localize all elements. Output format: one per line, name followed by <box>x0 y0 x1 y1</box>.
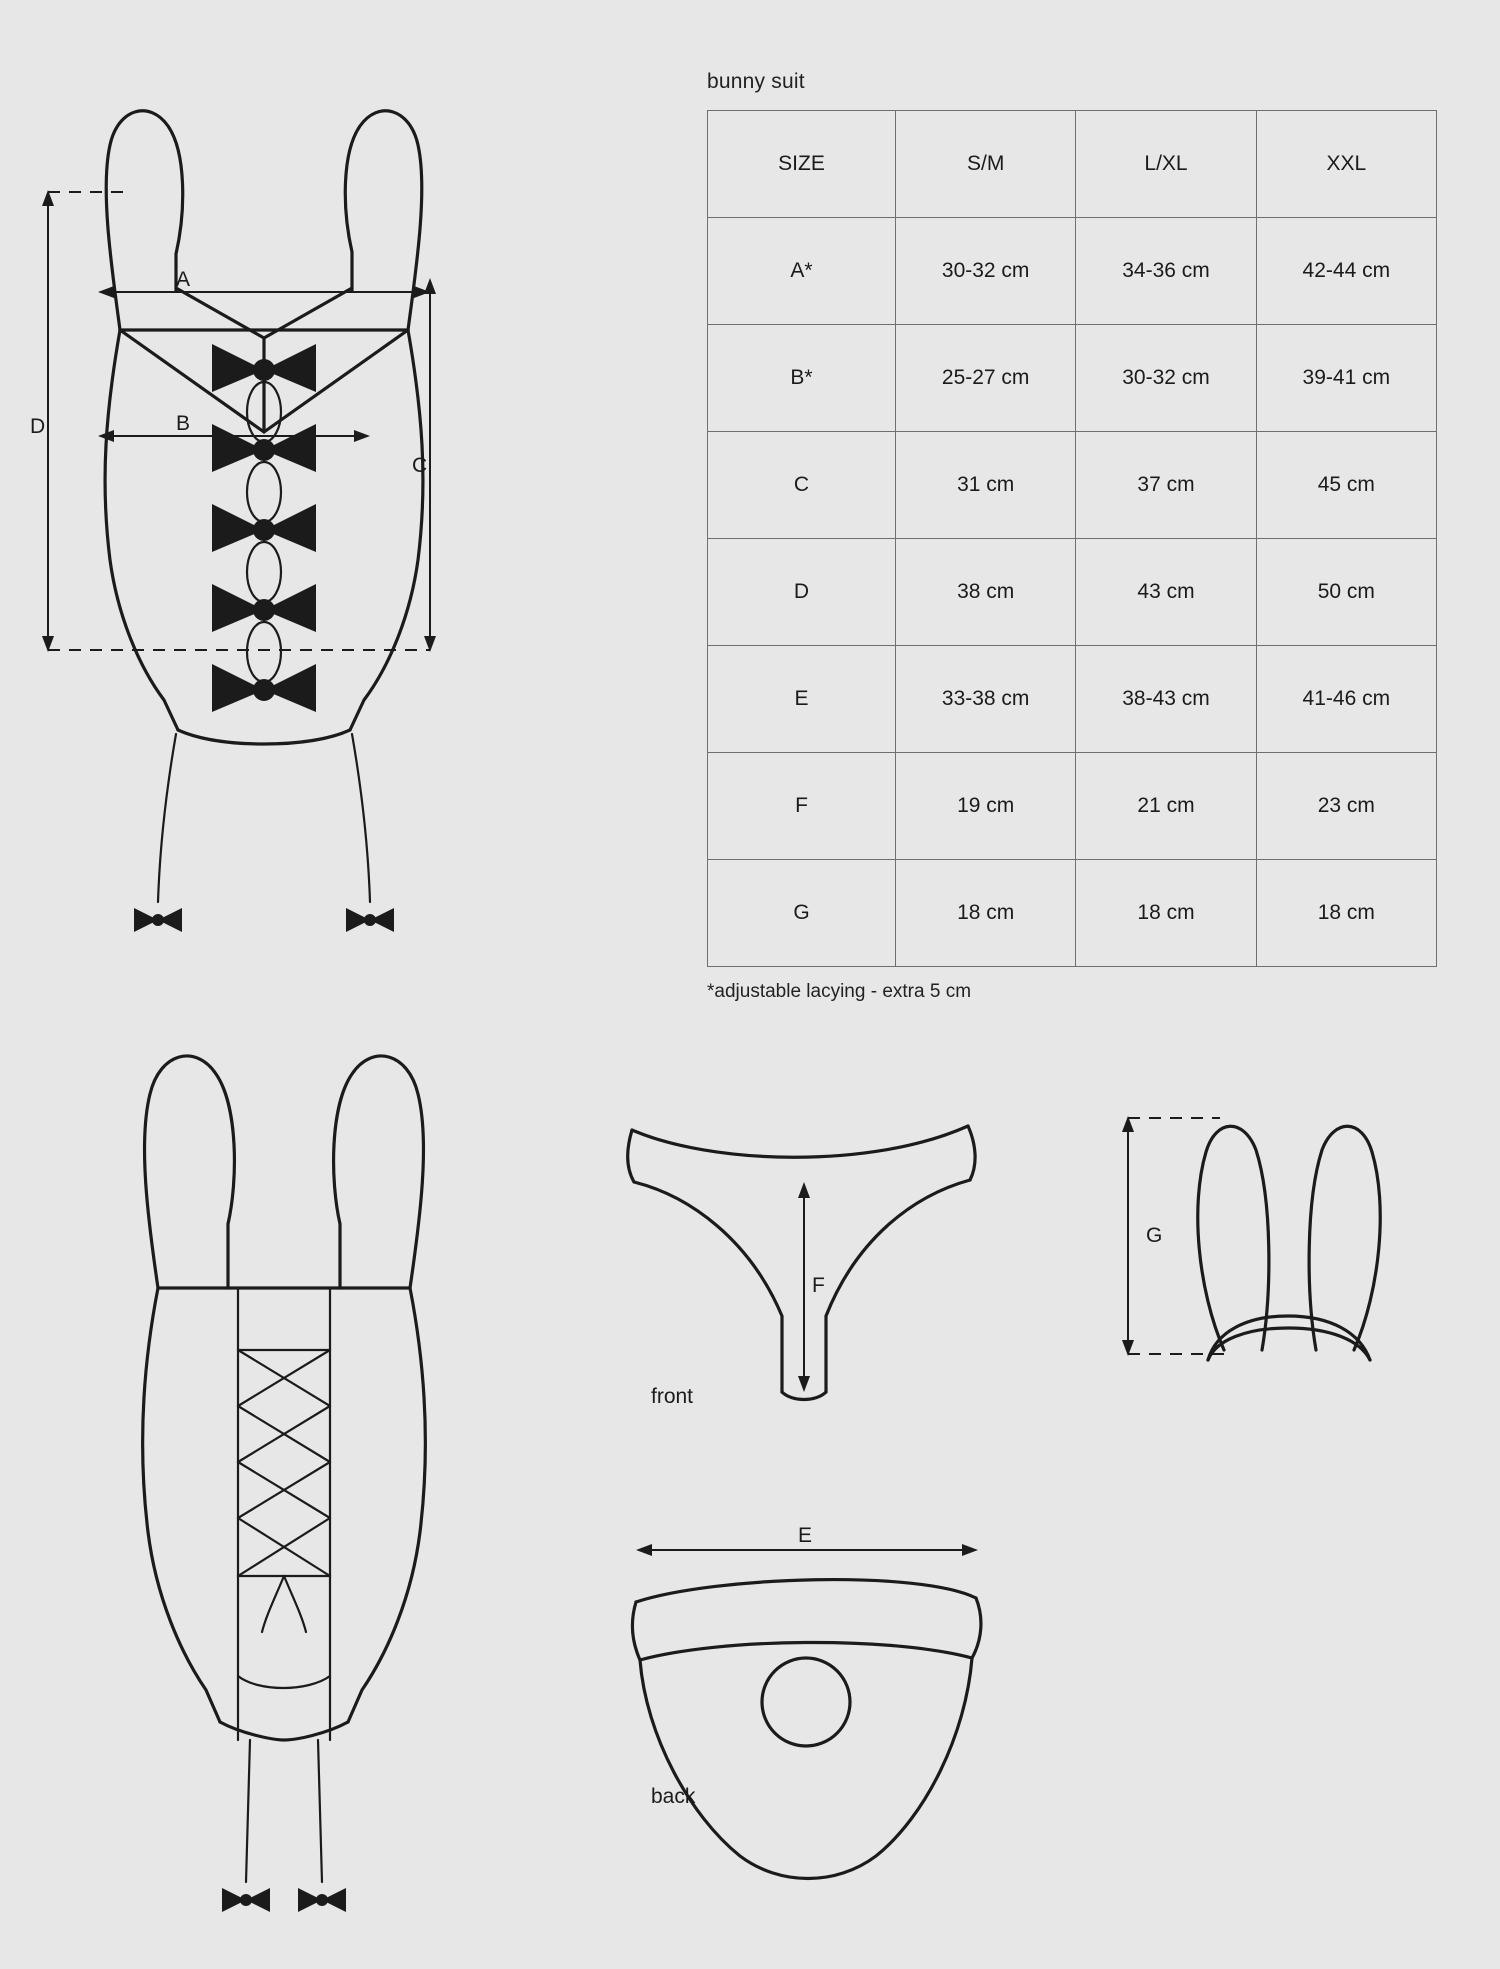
dimension-E <box>636 1524 978 1556</box>
bow-icon <box>212 584 316 632</box>
cell-lxl: 18 cm <box>1076 860 1256 967</box>
cell-xxl: 42-44 cm <box>1256 218 1436 325</box>
table-footnote: *adjustable lacying - extra 5 cm <box>707 981 972 1002</box>
cell-xxl: 39-41 cm <box>1256 325 1436 432</box>
table-row <box>708 860 1437 967</box>
column-header-sm: S/M <box>896 111 1076 218</box>
panty-front-label: front <box>651 1385 694 1408</box>
cell-xxl: 18 cm <box>1256 860 1436 967</box>
svg-text:D: D <box>30 415 46 438</box>
cell-lxl: 30-32 cm <box>1076 325 1256 432</box>
svg-text:B: B <box>176 412 191 435</box>
svg-text:A: A <box>176 268 191 291</box>
size-table-section <box>707 70 1447 1003</box>
svg-text:C: C <box>412 454 428 477</box>
cell-xxl: 50 cm <box>1256 539 1436 646</box>
panty-front-diagram <box>620 1120 1060 1420</box>
table-row <box>708 539 1437 646</box>
cell-lxl: 43 cm <box>1076 539 1256 646</box>
column-header-xxl: XXL <box>1256 111 1436 218</box>
size-table <box>707 110 1437 967</box>
row-label: B* <box>708 325 896 432</box>
cell-sm: 31 cm <box>896 432 1076 539</box>
bow-icon <box>222 1888 270 1912</box>
cell-sm: 19 cm <box>896 753 1076 860</box>
row-label: E <box>708 646 896 753</box>
dimension-C <box>412 278 436 652</box>
table-row <box>708 325 1437 432</box>
row-label: D <box>708 539 896 646</box>
dimension-D <box>30 190 430 652</box>
cell-xxl: 41-46 cm <box>1256 646 1436 753</box>
column-header-lxl: L/XL <box>1076 111 1256 218</box>
bow-icon <box>212 664 316 712</box>
table-row <box>708 218 1437 325</box>
svg-text:F: F <box>812 1274 825 1297</box>
cell-xxl: 45 cm <box>1256 432 1436 539</box>
dimension-F <box>798 1182 825 1392</box>
cell-sm: 18 cm <box>896 860 1076 967</box>
table-header-row <box>708 111 1437 218</box>
row-label: G <box>708 860 896 967</box>
svg-text:G: G <box>1146 1224 1163 1247</box>
bow-icon <box>346 908 394 932</box>
bow-icon <box>134 908 182 932</box>
bunny-ears-diagram <box>1120 1110 1450 1440</box>
dimension-A <box>98 268 430 298</box>
svg-text:E: E <box>798 1524 813 1547</box>
column-header-size: SIZE <box>708 111 896 218</box>
cell-lxl: 38-43 cm <box>1076 646 1256 753</box>
cell-lxl: 37 cm <box>1076 432 1256 539</box>
cell-sm: 33-38 cm <box>896 646 1076 753</box>
cell-lxl: 21 cm <box>1076 753 1256 860</box>
bodysuit-front-diagram <box>0 40 620 810</box>
row-label: F <box>708 753 896 860</box>
bodysuit-back-diagram <box>30 1020 530 1950</box>
row-label: C <box>708 432 896 539</box>
table-row <box>708 753 1437 860</box>
dimension-G <box>1122 1116 1224 1356</box>
cell-sm: 25-27 cm <box>896 325 1076 432</box>
row-label: A* <box>708 218 896 325</box>
cell-sm: 30-32 cm <box>896 218 1076 325</box>
product-title: bunny suit <box>707 70 805 93</box>
table-row <box>708 432 1437 539</box>
cell-xxl: 23 cm <box>1256 753 1436 860</box>
table-row <box>708 646 1437 753</box>
panty-back-diagram <box>620 1520 1070 1910</box>
bow-icon <box>212 504 316 552</box>
cell-lxl: 34-36 cm <box>1076 218 1256 325</box>
panty-back-label: back <box>651 1785 696 1808</box>
bow-icon <box>298 1888 346 1912</box>
cell-sm: 38 cm <box>896 539 1076 646</box>
